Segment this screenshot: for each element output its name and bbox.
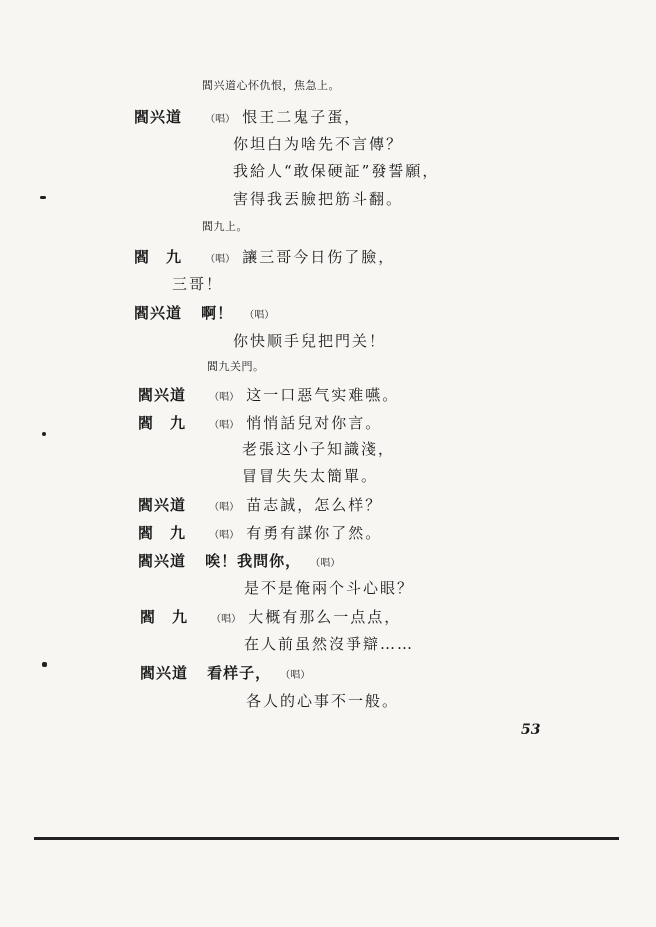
script-line	[138, 494, 382, 515]
lyric-text: 恨王二鬼子蛋，	[242, 108, 362, 126]
stage-direction: 閻九上。	[202, 220, 248, 233]
sing-tag: （唱）	[205, 254, 236, 265]
script-line	[134, 302, 276, 323]
lyric-text: 冒冒失失太簡單。	[242, 467, 379, 485]
page-number: 53	[521, 722, 541, 738]
speaker-name: 閻 九	[138, 524, 187, 542]
script-line	[140, 606, 401, 627]
exclamation: 啊！	[201, 304, 234, 322]
lyric-text: 三哥！	[172, 275, 224, 293]
speaker-name: 閻兴道	[138, 552, 187, 570]
script-line	[138, 550, 342, 571]
lyric-text: 这一口惡气实难嚥。	[246, 386, 400, 404]
script-line	[134, 106, 361, 127]
lyric-text: 你坦白为啥先不言傳？	[233, 135, 404, 153]
lyric-text: 苗志誠，怎么样？	[246, 496, 383, 514]
lyric-text: 有勇有謀你了然。	[246, 524, 383, 542]
speaker-name: 閻兴道	[138, 496, 187, 514]
speaker-name: 閻 九	[140, 608, 189, 626]
sing-tag: （唱）	[244, 310, 275, 321]
lyric-text: 是不是俺兩个斗心眼？	[244, 579, 415, 597]
sing-tag: （唱）	[209, 530, 240, 541]
speaker-name: 閻兴道	[138, 386, 187, 404]
sing-tag: （唱）	[280, 670, 311, 681]
sing-tag: （唱）	[209, 392, 240, 403]
lyric-text: 老張这小子知識淺，	[242, 440, 396, 458]
speaker-name: 閻兴道	[134, 304, 183, 322]
script-line	[138, 522, 382, 543]
sing-tag: （唱）	[209, 420, 240, 431]
lyric-text: 讓三哥今日伤了臉，	[242, 248, 396, 266]
script-line	[134, 246, 395, 267]
script-line	[138, 412, 382, 433]
bottom-rule	[34, 837, 619, 840]
margin-mark	[42, 432, 46, 436]
speaker-name: 閻兴道	[140, 664, 189, 682]
margin-mark	[42, 662, 47, 667]
sing-tag: （唱）	[205, 114, 236, 125]
lyric-text: 大概有那么一点点，	[248, 608, 402, 626]
lyric-text: 我給人“敢保硬証”發誓願，	[233, 162, 440, 180]
stage-direction: 閻九关門。	[207, 360, 265, 373]
speaker-name: 閻 九	[138, 414, 187, 432]
sing-tag: （唱）	[211, 614, 242, 625]
script-line	[138, 384, 399, 405]
lyric-text: 悄悄話兒对你言。	[246, 414, 383, 432]
script-line	[140, 662, 312, 683]
speaker-name: 閻兴道	[134, 108, 183, 126]
lyric-text: 害得我丟臉把筋斗翻。	[233, 190, 404, 208]
exclamation: 唉！我問你，	[205, 552, 302, 570]
sing-tag: （唱）	[209, 502, 240, 513]
stage-direction: 閻兴道心怀仇恨，焦急上。	[202, 79, 340, 92]
lyric-text: 你快顺手兒把門关！	[233, 332, 387, 350]
margin-mark	[40, 196, 46, 199]
lyric-text: 各人的心事不一般。	[246, 692, 400, 710]
speaker-name: 閻 九	[134, 248, 183, 266]
sing-tag: （唱）	[310, 558, 341, 569]
lyric-text: 在人前虽然沒爭辯……	[244, 635, 415, 653]
exclamation: 看样子，	[207, 664, 272, 682]
